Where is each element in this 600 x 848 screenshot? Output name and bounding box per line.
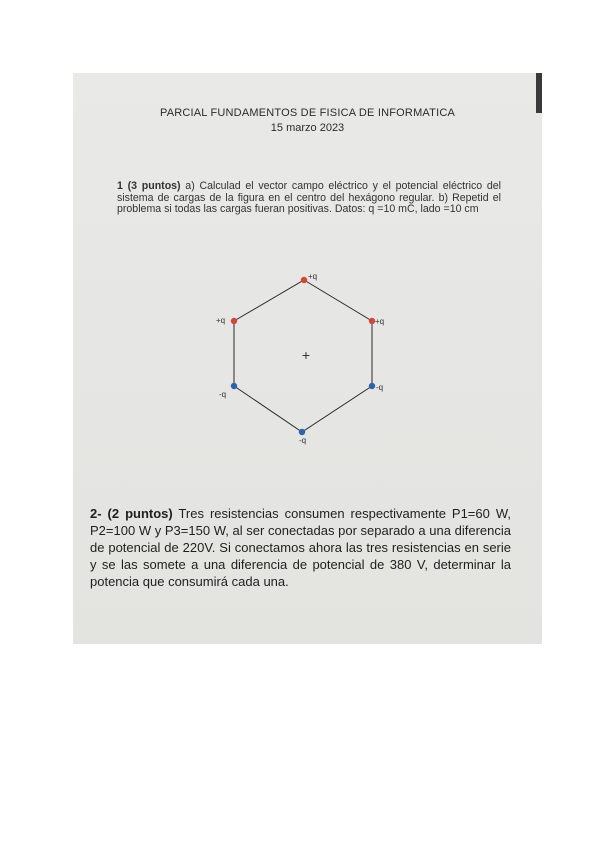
charge-dot xyxy=(231,318,237,324)
charge-dot xyxy=(231,383,237,389)
charge-label: -q xyxy=(376,383,384,392)
exam-photo xyxy=(73,73,542,644)
charge-bottom-left xyxy=(219,383,237,399)
exam-title: PARCIAL FUNDAMENTOS DE FISICA DE INFORMATICA xyxy=(159,107,456,119)
problem-2 xyxy=(90,505,511,590)
problem-2-text: Tres resistencias consumen respectivamente P1=60 W, P2=100 W y P3=150 W, al ser conectadas por separado a una diferencia de potencial de 220V. Si conectamos ahora las tres resistencias en serie y se las somete a una diferencia de potencial de 380 V, determinar la potencia que consumirá cada una. xyxy=(90,506,511,589)
problem-2-lead: 2- (2 puntos) xyxy=(90,506,173,521)
charge-dot xyxy=(369,383,375,389)
charge-dot xyxy=(301,277,307,283)
charge-dot xyxy=(299,429,305,435)
exam-date: 15 marzo 2023 xyxy=(270,122,345,134)
charge-top xyxy=(301,272,317,283)
charge-label: -q xyxy=(299,436,307,445)
charge-bottom-right xyxy=(369,383,383,392)
charge-bottom xyxy=(299,429,306,445)
charge-top-left xyxy=(216,316,237,325)
center-marker: + xyxy=(301,347,311,363)
problem-1-lead: 1 (3 puntos) xyxy=(117,180,181,192)
charge-top-right xyxy=(369,317,384,326)
charge-label: +q xyxy=(375,317,385,326)
problem-1-text: a) Calculad el vector campo eléctrico y el potencial eléctrico del sistema de cargas de la figura en el centro del hexágono regular. b) Repetid el problema si todas las cargas fueran positivas. Datos: q =10 mC, lado =10 cm xyxy=(117,180,502,215)
charge-label: +q xyxy=(216,316,226,325)
charge-label: -q xyxy=(219,390,227,399)
charge-label: +q xyxy=(308,272,318,281)
